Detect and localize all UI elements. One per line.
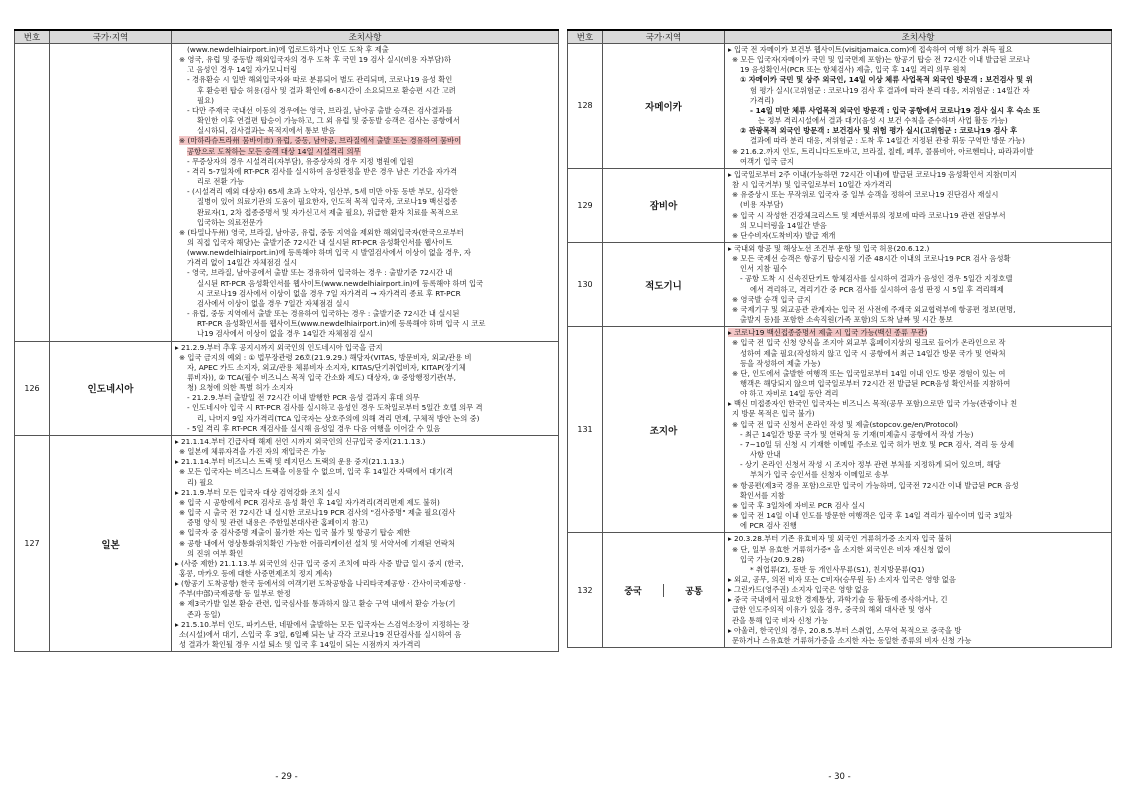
measure-line: 19 음성확인서(PCR 또는 항체검사) 제출, 입국 후 14일 격리 의무 원칙 [740,65,967,75]
row-number: 130 [568,242,603,326]
measure-line-wrap [175,96,555,106]
measure-line: ▸ 21.5.10.부터 인도, 파키스탄, 네팔에서 출발하는 모든 입국자는 스검역소장이 지정하는 장 [175,619,470,629]
measure-line: - 21.2.9.부터 출발일 전 72시간 이내 발행한 PCR 음성 결과지 휴대 의무 [187,393,420,403]
measure-line-wrap [728,170,1108,180]
measure-line: ※ 입국 후 3일차에 자비로 PCR 검사 실시 [732,500,866,510]
measure-line-wrap [728,254,1108,264]
measure-line: ▸ 21.1.14.부터 비즈니스 트랙 및 레지던스 트랙의 운용 중지(21.1.13.) [175,457,405,467]
measure-line-wrap [175,157,555,167]
measure-line: (비용 자부담) [740,200,784,210]
measure-line: * 취업류(Z), 동반 등 개인사무류(S1), 친지방문류(Q1) [750,564,925,574]
measure-line: ▸ (사증 제한) 21.1.13.부 외국인의 신규 입국 중지 조치에 따라 사증 발급 일시 중지 (한국, [175,558,464,568]
measure-line-wrap [175,279,555,289]
measure-line: 입국 가능(20.9.28) [740,554,805,564]
measure-line-wrap [175,268,555,278]
measure-line-wrap [728,379,1108,389]
measure-line: ※ 영국, 유럽 및 중동발 해외입국자의 경우 도착 후 국민 19 검사 실시(비용 자부담)하 [179,55,452,65]
measure-line-wrap [175,309,555,319]
country-name: 인도네시아 [50,341,172,435]
page-29 [14,29,559,782]
measure-line: 인서 지참 필수 [740,264,787,274]
measure-line-wrap [175,640,555,650]
measure-line: - 유럽, 중동 지역에서 출발 또는 경유하여 입국하는 경우 : 출발기준 72시간 내 실시된 [187,309,460,319]
measures-cell [725,533,1112,648]
page-number: - 30 - [828,772,851,782]
measure-line-wrap [175,177,555,187]
measure-line-wrap [728,116,1108,126]
table-row [15,44,559,342]
measure-line: RT-PCR 음성확인서를 웹사이트(www.newdelhiairport.in)에 등록해야 하며 입국 시 코로 [197,319,486,329]
measure-line-wrap [728,501,1108,511]
measure-line: 존과 동일) [187,609,221,619]
measure-line: ※ 입국 시 작성한 건강체크리스트 및 제반서류의 정보에 따라 코로나19 관련 전담부서 [732,210,1006,220]
measure-line-wrap [728,636,1108,646]
measure-line: 에 PCR 검사 진행 [740,521,797,531]
measure-line-wrap [728,211,1108,221]
measures-cell [725,44,1112,169]
measure-line-wrap [728,55,1108,65]
measure-line: ▸ 21.1.9.부터 모든 입국자 대상 검역강화 조치 실시 [175,487,341,497]
measure-line-wrap [728,470,1108,480]
measure-line-wrap [728,75,1108,85]
measure-line-wrap [728,555,1108,565]
measure-line: 가격리 없이 14일간 자체점검 실시 [187,258,298,268]
measure-line-wrap [728,545,1108,555]
row-number: 128 [568,44,603,169]
measure-line-wrap [728,264,1108,274]
measure-line: 행객은 해당되지 않으며 입국일로부터 72시간 전 발급된 PCR음성 확인서를 지참하여 [740,379,1011,388]
measure-line-wrap [728,460,1108,470]
measure-line: 의 모니터링을 14일간 받음 [740,220,827,230]
measure-line-wrap [175,424,555,434]
measure-line: 시 코로나19 검사에서 이상이 없을 경우 7일 자가격리 → 자가격리 종료 후 RT-PCR [197,288,461,298]
measure-line-wrap [175,45,555,55]
measure-line: ※ 입국 시 공항에서 PCR 검사로 음성 확인 후 14일 자가격리(격리면제 제도 불허) [179,497,440,507]
measure-line: ▸ 21.2.9.부터 추후 공지시까지 외국인의 인도네시아 입국을 금지 [175,342,383,352]
measure-line: - 7~10일 뒤 신청 시 기재한 이메일 주소로 입국 허가 번호 및 PCR 검사, 격리 등 상세 [740,439,1015,449]
measure-line: ※ 입국 금지의 예외 : ① 법무장관령 26호(21.9.29.) 해당자(VITAS, 방문비자, 외교/관용 비 [179,352,472,362]
measure-line-wrap [728,585,1108,595]
measure-line-wrap [728,605,1108,615]
measure-line-wrap [728,190,1108,200]
measure-line-wrap [728,295,1108,305]
row-number: 131 [568,327,603,533]
measure-line: 등을 작성하여 제출 가능) [740,358,821,368]
measure-line-wrap [728,147,1108,157]
measure-line-wrap [175,383,555,393]
measure-line-wrap [728,399,1108,409]
measure-line-wrap [175,353,555,363]
measure-line-wrap [175,106,555,116]
measure-line-wrap [728,409,1108,419]
measure-line-wrap [175,457,555,467]
measure-line-wrap [175,373,555,383]
measure-line-wrap [728,450,1108,460]
table-row [568,44,1112,169]
measure-line: 의 진위 여부 확인 [187,548,244,558]
measure-line-wrap [728,328,1108,338]
measure-line-wrap [728,86,1108,96]
measure-line: 필요) [197,95,214,105]
measure-line-wrap [175,55,555,65]
measure-line-wrap [728,65,1108,75]
measure-line: ※ 21.6.2.까지 인도, 트리니다드토바고, 브라질, 칠레, 페루, 콜롬비아, 아르헨티나, 파라과이발 [732,146,1034,156]
measure-line: 참 시 입국거부) 및 입국일로부터 10일간 자가격리 [732,180,892,190]
measures-cell [172,341,559,435]
measure-line-wrap [175,569,555,579]
measure-line-wrap [728,430,1108,440]
table-row [568,327,1112,533]
measure-line-wrap [175,197,555,207]
subregion-name: 공통 [685,586,703,597]
measure-line: ※ (마하라슈트라州 뭄바이市) 유럽, 중동, 남아공, 브라질에서 출발 또는 경유하여 뭄바이 [179,136,462,146]
measure-line: ※ 국제기구 및 외교공관 관계자는 입국 전 사전에 주재국 외교협력부에 항공편 정보(편명, [732,304,1016,314]
measure-line: ▸ (항공기 도착공항) 한국 등에서의 여객기편 도착공항을 나리타국제공항 · 간사이국제공항 · [175,579,466,589]
measure-line-wrap [728,359,1108,369]
country-cell [603,533,725,648]
measure-line-wrap [175,447,555,457]
measure-line: - 인도네시아 입국 시 RT-PCR 검사를 실시하고 음성인 경우 도착일로부터 5일간 호텔 의무 격 [187,403,483,413]
measure-line: ※ 모든 입국자(자메이카 국민 및 입국면제 포함)는 항공기 탑승 전 72시간 이내 발급된 코로나 [732,55,1030,65]
measure-line: ※ 공항 내에서 영상통화위치확인 가능한 어플리케이션 설치 및 서약서에 기재된 연락처 [179,538,456,548]
measure-line: 험 평가 실시(고위험군 : 코로나19 검사 후 결과에 따라 분리 대응, 저위험군 : 14일간 자 [750,85,1030,95]
measure-line: ※ 입국자 중 검사증명 제출이 불가한 자는 입국 불가 및 항공기 탑승 제한 [179,528,411,538]
measure-line-wrap [175,393,555,403]
measure-line-wrap [175,414,555,424]
measure-line: ※ 항공편(제3국 경유 포함)으로만 입국이 가능하며, 입국전 72시간 이내 발급된 PCR 음성 [732,480,1019,490]
measure-line-wrap [728,157,1108,167]
measure-line-wrap [175,559,555,569]
measure-line-wrap [728,349,1108,359]
measure-line: ▸ 입국 전 자메이카 보건부 웹사이트(visitjamaica.com)에 접속하여 여행 허가 취득 필요 [728,45,1013,54]
measure-line: - 영국, 브라질, 남아공에서 출발 또는 경유하여 입국하는 경우 : 출발기준 72시간 내 [187,268,453,278]
measure-line: - 경유환승 시 일반 해외입국자와 따로 분류되어 별도 관리되며, 코로나19 음성 확인 [187,75,453,85]
measure-line-wrap [728,231,1108,241]
measure-line-wrap [175,599,555,609]
measure-line-wrap [728,338,1108,348]
measure-line: 리, 나머지 9일 자가격리(TCA 입국자는 상호주의에 의해 격리 면제, 구체적 방안 논의 중) [197,413,480,423]
measure-line-wrap [175,589,555,599]
country-name: 자메이카 [603,44,725,169]
measure-line-wrap [728,285,1108,295]
measure-line-wrap [175,508,555,518]
measure-line: ▸ 21.1.14.부터 긴급사태 해제 선언 시까지 외국인의 신규입국 중지(21.1.13.) [175,436,426,446]
country-name [50,44,172,342]
measure-line-wrap [728,274,1108,284]
measure-line: ※ 유증상시 또는 무작위로 입국자 중 일부 승객을 정하여 코로나19 진단검사 재실시 [732,190,999,200]
measure-line: 가격리) [750,95,774,105]
measure-line-wrap [728,616,1108,626]
measure-line-wrap [175,539,555,549]
measure-line: 류비자)), ② TCA(필수 비즈니스 목적 입국 간소화 제도) 대상자, ③ 중앙행정기관(부, [187,373,456,382]
measure-line: ※ 제3국가발 일본 환승 관련, 입국심사를 통과하지 않고 환승 구역 내에서 환승 가능(기 [179,599,456,609]
header-no: 번호 [15,30,50,44]
measure-line-wrap [175,437,555,447]
measure-line: 에서 격리하고, 격리기간 중 PCR 검사를 실시하여 음성 판정 시 5일 후 격리해제 [750,284,1004,294]
measure-line: ※ 입국 전 입국 신청서 온라인 작성 및 제출(stopcov.ge/en/Protocol) [732,419,959,429]
measure-line-wrap [175,488,555,498]
measure-line: ▸ 그린카드(영주권) 소지자 입국은 영향 없음 [728,585,869,595]
measure-line-wrap [728,106,1108,116]
measure-line: 는 정부 격리시설에서 결과 대기(음성 시 보건 수칙을 준수하며 사업 활동 가능) [758,116,1008,126]
measure-line-wrap [175,65,555,75]
measure-line-wrap [728,420,1108,430]
measure-line-wrap [728,389,1108,399]
measure-line-wrap [728,136,1108,146]
row-number [15,44,50,342]
measure-line-wrap [175,467,555,477]
measure-line-wrap [728,534,1108,544]
measure-line: ※ 단, 인도에서 출발한 여행객 또는 입국일로부터 14일 이내 인도 방문 경험이 있는 여 [732,368,1006,378]
measure-line: - 격리 5-7일차에 RT-PCR 검사를 실시하여 음성판정을 받은 경우 남은 기간을 자가격 [187,166,458,176]
measure-line-wrap [175,228,555,238]
measure-line: 검사에서 이상이 없을 경우 7일간 자체점검 실시 [197,298,350,308]
measure-line-wrap [175,319,555,329]
measure-line: 문하거나 스유효한 거류허가증을 소지한 자는 동일한 종류의 비자 신청 가능 [732,635,972,645]
header-measures: 조치사항 [725,30,1112,44]
header-country: 국가·지역 [50,30,172,44]
measure-line-wrap [175,528,555,538]
table-header [15,30,559,44]
measure-line-wrap [175,299,555,309]
measure-line: ▸ 국내외 항공 및 해상노선 조건부 운항 및 입국 허용(20.6.12.) [728,243,930,253]
measure-line: ▸ 20.3.28.부터 기존 유효비자 및 외국인 거류허가증 소지자 입국 불허 [728,534,952,544]
measures-cell [725,168,1112,242]
table-row [15,341,559,435]
measure-line-wrap [175,610,555,620]
measure-line: - 공항 도착 시 신속진단키트 항체검사를 실시하여 결과가 음성인 경우 5일간 지정호텔 [740,274,1013,284]
measure-line-wrap [728,315,1108,325]
measure-line-wrap [728,369,1108,379]
measure-line-wrap [175,498,555,508]
measure-line: 리) 필요 [187,477,214,487]
measure-line-wrap [175,478,555,488]
measure-line: 확인서를 지참 [740,490,785,500]
measure-line: 고 음성인 경우 14일 자가모니터링 [187,65,298,75]
measure-line-wrap [175,403,555,413]
measure-line-wrap [175,258,555,268]
measure-line-wrap [175,86,555,96]
measure-line-wrap [728,521,1108,531]
measure-line-wrap [175,620,555,630]
measure-line: 완료자(1, 2차 접종증명서 및 자가신고서 제출 필요), 위급한 환자 치료를 목적으로 [197,207,459,217]
measure-line: ※ 입국 전 14일 이내 인도를 방문한 여행객은 입국 후 14일 격리가 필수이며 입국 3일차 [732,511,1013,521]
measure-line: (www.newdelhiairport.in)에 등록해야 하며 입국 시 발열검사에서 이상이 없을 경우, 자 [187,248,471,258]
measure-line: ※ 입국 전 입국 신청 양식을 조지아 외교부 홈페이지상의 링크로 들어가 온라인으로 작 [732,338,1006,348]
measure-line: ▸ 코로나19 백신접종증명서 제출 시 입국 가능(백신 종류 무관) [728,328,928,338]
measure-line: 확인한 이후 연결편 탑승이 가능하고, 그 외 유럽 및 중동발 승객은 검사는 공항에서 [197,116,460,126]
measure-line: 관을 통해 입국 비자 신청 가능 [732,615,829,625]
country-name: 적도기니 [603,242,725,326]
measure-line: 홍콩, 마카오 등에 대한 사증면제조치 정지 계속) [179,568,333,578]
measure-line-wrap [728,511,1108,521]
row-number: 132 [568,533,603,648]
measures-cell [172,435,559,651]
measure-line: 후 환승편 탑승 허용(검사 및 결과 확인에 6-8시간이 소요되므로 환승편 시간 고려 [197,85,456,95]
measures-table-left [14,29,559,652]
measure-line: 주부(中部)국제공항 등 일부로 한정 [179,589,291,599]
measure-line: - 상기 온라인 신청서 작성 시 조지아 정부 관련 부처를 지정하게 되어 있으며, 해당 [740,460,1001,470]
measure-line-wrap [175,147,555,157]
measure-line: ※ 영국발 승객 입국 금지 [732,294,811,304]
measures-cell [725,327,1112,533]
measure-line-wrap [175,238,555,248]
measure-line-wrap [728,180,1108,190]
measure-line: 리로 전환 가능 [197,177,244,187]
measure-line: ▸ 중국 국내에서 필요한 경제통상, 과학기술 등 활동에 종사하거나, 긴 [728,595,948,605]
measure-line: 청) 요청에 의한 특별 허가 소지자 [187,383,294,393]
measure-line-wrap [175,218,555,228]
measure-line: - 최근 14일간 방문 국가 및 연락처 등 기재(미제출시 공항에서 작성 가능) [740,429,974,439]
measure-line: - 무증상자의 경우 시설격리(자부담), 유증상자의 경우 지정 병원에 입원 [187,156,414,166]
row-number: 126 [15,341,50,435]
measure-line: 급한 인도주의적 이유가 있을 경우, 중국의 해외 대사관 및 영사 [732,605,932,615]
measure-line-wrap [728,96,1108,106]
measure-line-wrap [728,244,1108,254]
measure-line: ※ 단, 일부 유효한 거류허가증* 을 소지한 외국인은 비자 재신청 없이 [732,544,951,554]
measure-line: 실시하되, 검사결과는 목적지에서 통보 받음 [197,126,336,136]
measure-line: ※ (타밀나두州) 영국, 브라질, 남아공, 유럽, 중동 지역을 제외한 해외입국자(한국으로부터 [179,227,464,237]
table-row [15,435,559,651]
measure-line: ① 자메이카 국민 및 상주 외국인, 14일 이상 체류 사업목적 외국인 방문객 : 보건검사 및 위 [740,75,1033,85]
row-number: 127 [15,435,50,651]
measure-line: ※ 단수비자(도착비자) 발급 재개 [732,230,836,240]
header-no: 번호 [568,30,603,44]
measure-line: 자, APEC 카드 소지자, 외교/관용 체류비자 소지자, KITAS/단기취업비자, KITAP(장기체 [187,362,466,372]
measure-line-wrap [175,208,555,218]
measure-line: ※ 입국 시 출국 전 72시간 내 실시한 코로나19 PCR 검사의 "검사증명" 제출 필요(검사 [179,508,456,518]
measure-line-wrap [728,491,1108,501]
measure-line: 출발지 등)를 포함한 소속직원(가족 포함)의 도착 날짜 및 시간 통보 [740,315,953,325]
measure-line: 질병이 있어 의료기관의 도움이 필요한자, 인도적 목적 입국자, 코로나19 백신접종 [197,197,458,207]
measures-cell [725,242,1112,326]
measure-line: ▸ 백신 미접종자인 한국인 입국자는 비즈니스 목적(공무 포함)으로만 입국 가능(관광이나 친 [728,399,1018,409]
measure-line-wrap [175,167,555,177]
measure-line: 부처가 입국 승인서를 신청자 이메일로 송부 [750,470,889,480]
measure-line: 사항 안내 [750,450,781,460]
page-number: - 29 - [275,772,298,782]
measure-line-wrap [728,595,1108,605]
table-row [568,242,1112,326]
measure-line-wrap [728,575,1108,585]
measure-line: 성하여 제출 필요(작성하지 않고 입국 시 공항에서 최근 14일간 방문 국가 및 연락처 [740,348,1006,358]
page-30 [567,29,1112,782]
measure-line-wrap [175,136,555,146]
measure-line: 실시된 RT-PCR 음성확인서를 웹사이트(www.newdelhiairport.in)에 등록해야 하며 입국 [197,278,484,288]
measure-line-wrap [175,549,555,559]
country-name: 조지아 [603,327,725,533]
measure-line-wrap [175,630,555,640]
measure-line: - 다만 주재국 국내선 이동의 경우에는 영국, 브라질, 남아공 출발 승객은 검사결과를 [187,105,453,115]
country-name: 잠비아 [603,168,725,242]
measure-line: ※ 일본에 체류자격을 가진 자의 재입국은 가능 [179,447,326,457]
table-header [568,30,1112,44]
measure-line-wrap [728,126,1108,136]
header-country: 국가·지역 [603,30,725,44]
measure-line-wrap [175,289,555,299]
measure-line: ▸ 입국일로부터 2주 이내(가능하면 72시간 이내)에 발급된 코로나19 음성확인서 지참(미지 [728,169,1017,179]
measure-line-wrap [175,343,555,353]
measure-line-wrap [175,116,555,126]
measure-line-wrap [728,45,1108,55]
measure-line: 결과에 따라 분리 대응, 저위험군 : 도착 후 14일간 지정된 관광 휘동 구역만 방문 가능) [750,136,1025,146]
measure-line-wrap [175,187,555,197]
row-number: 129 [568,168,603,242]
measure-line-wrap [728,221,1108,231]
measure-line: 여객기 입국 금지 [740,156,794,166]
measure-line: ※ 모든 입국자는 비즈니스 트랙을 이용할 수 없으며, 입국 후 14일간 자택에서 대기(격 [179,467,453,477]
measure-line: 공항으로 도착하는 모든 승객 대상 14일 시설격리 의무 [187,146,361,156]
measure-line-wrap [175,75,555,85]
measures-cell [172,44,559,342]
measure-line: (www.newdelhiairport.in)에 업로드하거나 인도 도착 후 제출 [187,45,389,54]
measure-line-wrap [175,579,555,589]
header-measures: 조치사항 [172,30,559,44]
measure-line-wrap [175,363,555,373]
measure-line-wrap [728,565,1108,575]
country-name: 중국 [603,584,664,597]
measure-line: 입국하는 의료전문가 [197,217,263,227]
table-row [568,533,1112,648]
measure-line: 지 방문 목적은 입국 불가) [732,409,815,419]
measure-line-wrap [175,126,555,136]
measure-line: - 14일 미만 체류 사업목적 외국인 방문객 : 입국 공항에서 코로나19 검사 실시 후 숙소 또 [750,105,1040,115]
measure-line: 의 직접 입국자 해당)는 출발기준 72시간 내 실시된 RT-PCR 음성확인서를 웹사이트 [187,237,453,247]
measure-line: - 5일 격리 후 RT-PCR 재검사를 실시해 음성일 경우 다음 여행을 이어갈 수 있음 [187,423,441,433]
table-row [568,168,1112,242]
measure-line: 성 결과가 확인될 경우 시설 퇴소 및 입국 후 14일이 되는 시점까지 자가격리 [179,640,421,650]
measure-line: 소(시설)에서 대기, 스입국 후 3일, 6일째 되는 날 각각 코로나19 진단검사를 실시하여 음 [179,629,462,639]
measure-line: ※ 모든 국제선 승객은 항공기 탑승시점 기준 48시간 이내의 코로나19 PCR 검사 음성확 [732,254,1011,264]
measure-line-wrap [728,481,1108,491]
measure-line: ▸ 외교, 공무, 의전 비자 또는 C비자(승무원 등) 소지자 입국은 영향 없음 [728,574,956,584]
measure-line: - (시설격리 예외 대상자) 65세 초과 노약자, 임산부, 5세 미만 아동 동반 부모, 심각한 [187,187,458,197]
measure-line: ② 관광목적 외국인 방문객 : 보건검사 및 위험 평가 실시(고위험군 : 코로나19 검사 후 [740,126,1018,136]
measures-table-right [567,29,1112,648]
measure-line-wrap [175,248,555,258]
measure-line-wrap [175,329,555,339]
measure-line-wrap [175,518,555,528]
measure-line: ▸ 아울러, 한국인의 경우, 20.8.5.부터 스취업, 스무역 목적으로 중국을 방 [728,625,962,635]
measure-line-wrap [728,200,1108,210]
measure-line: 야 하고 자비로 14일 동안 격리 [740,389,839,399]
measure-line-wrap [728,440,1108,450]
measure-line: 증명 양식 및 관련 내용은 주한일본대사관 홈페이지 참고) [187,518,369,528]
measure-line-wrap [728,305,1108,315]
country-name: 일본 [50,435,172,651]
measure-line-wrap [728,626,1108,636]
measure-line: 나19 검사에서 이상이 없을 경우 14일간 자체점검 실시 [197,329,373,339]
